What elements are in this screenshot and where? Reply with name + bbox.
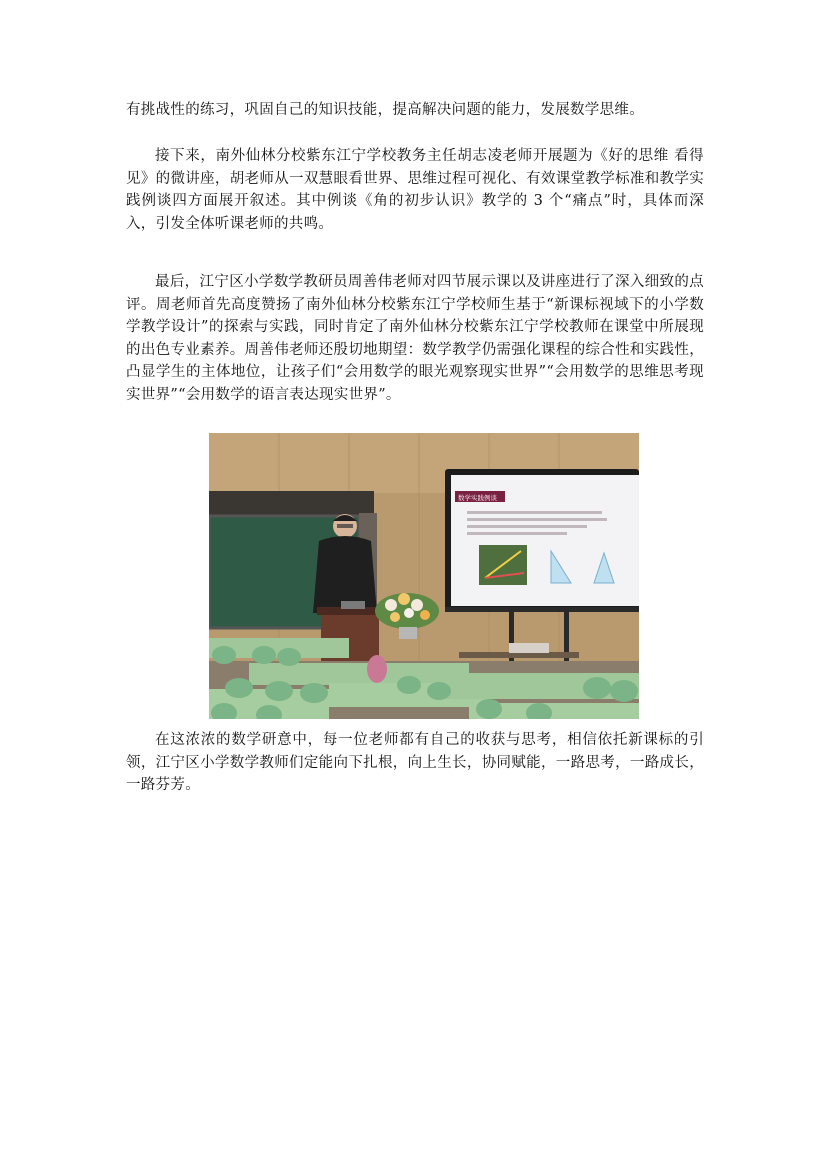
paragraph-1: 有挑战性的练习，巩固自己的知识技能，提高解决问题的能力，发展数学思维。 bbox=[126, 102, 644, 118]
lecture-photo bbox=[209, 433, 639, 719]
paragraph-2: 接下来，南外仙林分校紫东江宁学校教务主任胡志凌老师开展题为《好的思维 看得见》的微讲座，胡老师从一双慧眼看世界、思维过程可视化、有效课堂教学标准和教学实践例谈四方面展开叙述。其中例谈《角的初步认识》教学的 3 个“痛点”时，具体而深入，引发全体听课老师的共鸣。 bbox=[126, 148, 704, 232]
screen-title: 数学实践例谈 bbox=[458, 494, 497, 502]
paragraph-4: 在这浓浓的数学研意中，每一位老师都有自己的收获与思考，相信依托新课标的引领，江宁区小学数学教师们定能向下扎根，向上生长，协同赋能，一路思考，一路成长，一路芬芳。 bbox=[126, 732, 704, 794]
paragraph-3: 最后，江宁区小学数学教研员周善伟老师对四节展示课以及讲座进行了深入细致的点评。周老师首先高度赞扬了南外仙林分校紫东江宁学校师生基于“新课标视域下的小学数学教学设计”的探索与实践，同时肯定了南外仙林分校紫东江宁学校教师在课堂中所展现的出色专业素养。周善伟老师还殷切地期望：数学教学仍需强化课程的综合性和实践性，凸显学生的主体地位，让孩子们“会用数学的眼光观察现实世界”“会用数学的思维思考现实世界”“会用数学的语言表达现实世界”。 bbox=[126, 274, 704, 403]
